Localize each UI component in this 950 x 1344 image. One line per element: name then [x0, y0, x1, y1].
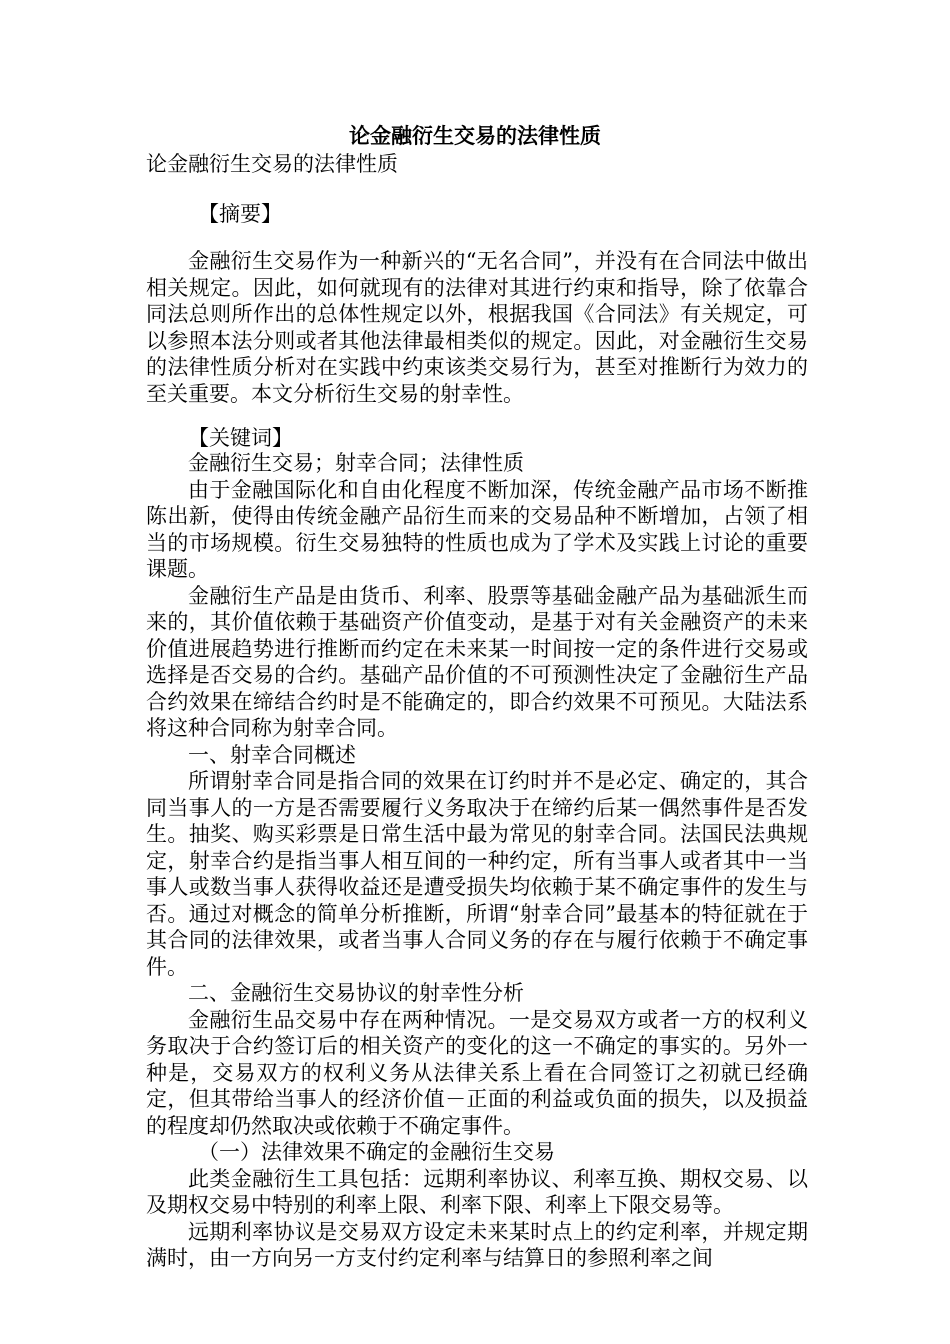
body-text	[146, 450, 808, 1272]
document-title: 论金融衍生交易的法律性质	[349, 123, 601, 148]
subsection-heading: （一）法律效果不确定的金融衍生交易	[198, 1140, 555, 1164]
body-paragraph: 金融衍生品交易中存在两种情况。一是交易双方或者一方的权利义务取决于合约签订后的相关资产的变化的这一不确定的事实的。另外一种是，交易双方的权利义务从法律关系上看在合同签订之初就已经确定，但其带给当事人的经济价值－正面的利益或负面的损失，以及损益的程度却仍然取决或依赖于不确定事件。	[146, 1007, 808, 1138]
abstract-paragraph: 金融衍生交易作为一种新兴的“无名合同”，并没有在合同法中做出相关规定。因此，如何就现有的法律对其进行约束和指导，除了依靠合同法总则所作出的总体性规定以外，根据我国《合同法》有关规定，可以参照本法分则或者其他法律最相类似的规定。因此，对金融衍生交易的法律性质分析对在实践中约束该类交易行为，甚至对推断行为效力的至关重要。本文分析衍生交易的射幸性。	[146, 249, 808, 406]
body-paragraph: 远期利率协议是交易双方设定未来某时点上的约定利率，并规定期满时，由一方向另一方支付约定利率与结算日的参照利率之间	[146, 1219, 808, 1270]
section-heading: 二、金融衍生交易协议的射幸性分析	[188, 981, 524, 1005]
abstract-label: 【摘要】	[198, 202, 282, 226]
body-paragraph: 此类金融衍生工具包括：远期利率协议、利率互换、期权交易、以及期权交易中特别的利率上限、利率下限、利率上下限交易等。	[146, 1166, 808, 1217]
body-paragraph: 金融衍生产品是由货币、利率、股票等基础金融产品为基础派生而来的，其价值依赖于基础资产价值变动，是基于对有关金融资产的未来价值进展趋势进行推断而约定在未来某一时间按一定的条件进行交易或选择是否交易的合约。基础产品价值的不可预测性决定了金融衍生产品合约效果在缔结合约时是不能确定的，即合约效果不可预见。大陆法系将这种合同称为射幸合同。	[146, 583, 808, 740]
keywords-paragraph: 金融衍生交易；射幸合同；法律性质	[188, 451, 524, 475]
document-subtitle: 论金融衍生交易的法律性质	[146, 152, 398, 176]
keywords-label: 【关键词】	[188, 426, 293, 450]
section-heading: 一、射幸合同概述	[188, 742, 356, 767]
body-paragraph: 由于金融国际化和自由化程度不断加深，传统金融产品市场不断推陈出新，使得由传统金融产品衍生而来的交易品种不断增加，占领了相当的市场规模。衍生交易独特的性质也成为了学术及实践上讨论的重要课题。	[146, 477, 808, 581]
body-paragraph: 所谓射幸合同是指合同的效果在订约时并不是必定、确定的，其合同当事人的一方是否需要履行义务取决于在缔约后某一偶然事件是否发生。抽奖、购买彩票是日常生活中最为常见的射幸合同。法国民法典规定，射幸合约是指当事人相互间的一种约定，所有当事人或者其中一当事人或数当事人获得收益还是遭受损失均依赖于某不确定事件的发生与否。通过对概念的简单分析推断，所谓“射幸合同”最基本的特征就在于其合同的法律效果，或者当事人合同义务的存在与履行依赖于不确定事件。	[146, 769, 808, 979]
abstract-block	[146, 248, 808, 407]
